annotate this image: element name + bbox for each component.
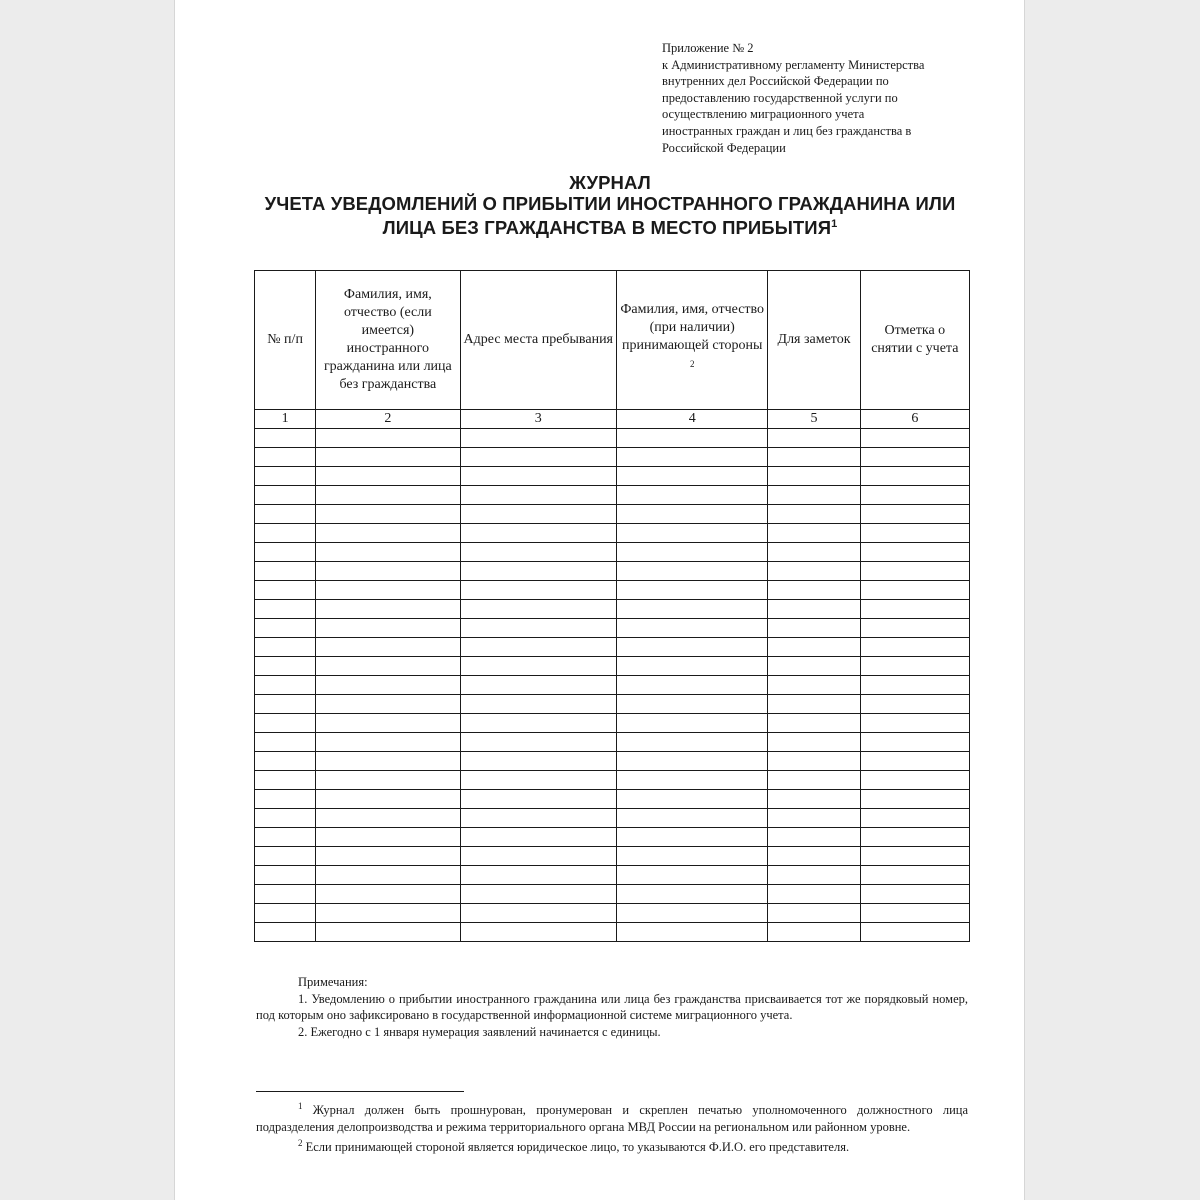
table-cell [768,676,860,695]
table-row [255,467,970,486]
table-cell [316,562,460,581]
table-row [255,543,970,562]
footnote-text: Журнал должен быть прошнурован, пронумерован и скреплен печатью уполномоченного должностного лица подразделения делопроизводства и режима территориального органа МВД России на региональном или районном уровне. [256,1103,968,1134]
table-cell [316,657,460,676]
table-cell [255,619,316,638]
column-number: 3 [460,410,616,429]
appendix-line: к Административному регламенту Министерства [662,57,925,72]
table-cell [860,904,969,923]
table-cell [255,847,316,866]
table-row [255,923,970,942]
appendix-line: внутренних дел Российской Федерации по [662,74,889,89]
table-cell [316,638,460,657]
table-cell [316,771,460,790]
table-cell [460,619,616,638]
table-cell [460,467,616,486]
header-address: Адрес места пребывания [460,271,616,410]
table-cell [616,448,767,467]
appendix-line: Приложение № 2 [662,41,754,55]
column-number: 2 [316,410,460,429]
footnote-item [256,1135,968,1156]
table-cell [255,828,316,847]
table-cell [860,752,969,771]
title-line-2: УЧЕТА УВЕДОМЛЕНИЙ О ПРИБЫТИИ ИНОСТРАННОГО ГРАЖДАНИНА ИЛИ [264,193,956,214]
table-cell [768,771,860,790]
table-cell [316,676,460,695]
document-title [215,172,1005,238]
table-cell [255,524,316,543]
table-cell [768,467,860,486]
table-cell [616,714,767,733]
table-cell [860,695,969,714]
table-row [255,847,970,866]
table-cell [460,600,616,619]
header-notes: Для заметок [768,271,860,410]
appendix-line: предоставлению государственной услуги по [662,90,898,105]
table-cell [768,733,860,752]
table-row [255,581,970,600]
table-cell [860,828,969,847]
table-cell [255,790,316,809]
table-cell [768,486,860,505]
table-cell [768,562,860,581]
table-cell [616,543,767,562]
table-cell [316,600,460,619]
table-row [255,904,970,923]
table-cell [860,581,969,600]
footnote-divider [256,1091,464,1092]
footnote-mark: 2 [298,1138,303,1149]
table-cell [316,543,460,562]
table-row [255,448,970,467]
table-row [255,657,970,676]
table-row [255,486,970,505]
table-cell [860,733,969,752]
table-cell [616,904,767,923]
table-cell [768,695,860,714]
table-cell [460,448,616,467]
footnotes-section [256,1098,968,1156]
table-cell [316,923,460,942]
table-cell [316,904,460,923]
header-number: № п/п [255,271,316,410]
column-number: 6 [860,410,969,429]
table-cell [616,885,767,904]
table-cell [255,562,316,581]
table-row [255,771,970,790]
table-cell [460,429,616,448]
table-cell [860,429,969,448]
table-cell [616,695,767,714]
journal-table [254,270,970,942]
table-cell [460,657,616,676]
table-cell [768,923,860,942]
table-cell [460,638,616,657]
table-cell [460,847,616,866]
table-cell [768,828,860,847]
table-cell [860,923,969,942]
table-cell [768,543,860,562]
table-cell [255,714,316,733]
table-cell [460,790,616,809]
table-cell [616,524,767,543]
header-footnote-mark: 2 [689,359,695,370]
table-cell [316,486,460,505]
table-cell [460,505,616,524]
table-cell [316,695,460,714]
column-number: 5 [768,410,860,429]
table-cell [255,581,316,600]
title-footnote-mark: 1 [831,218,838,230]
table-cell [768,638,860,657]
footnote-item [256,1098,968,1135]
table-row [255,695,970,714]
table-cell [768,448,860,467]
table-cell [316,752,460,771]
table-row [255,600,970,619]
table-cell [316,505,460,524]
header-host-name: Фамилия, имя, отчество (при наличии) принимающей стороны $^2$ [616,271,767,410]
table-header-row [255,271,970,410]
table-row [255,828,970,847]
table-cell [860,619,969,638]
table-cell [616,619,767,638]
table-cell [768,619,860,638]
table-cell [316,524,460,543]
table-cell [768,657,860,676]
table-cell [768,847,860,866]
header-deregistration: Отметка о снятии с учета [860,271,969,410]
table-cell [616,866,767,885]
table-cell [616,429,767,448]
notes-heading: Примечания: [298,975,368,989]
table-cell [768,505,860,524]
table-cell [255,448,316,467]
table-cell [768,790,860,809]
table-cell [460,771,616,790]
table-cell [255,657,316,676]
footnote-mark: 1 [298,1101,303,1111]
table-cell [768,904,860,923]
table-cell [616,600,767,619]
appendix-line: осуществлению миграционного учета [662,107,865,122]
table-cell [616,638,767,657]
column-number-row [255,410,970,429]
table-row [255,429,970,448]
table-cell [616,505,767,524]
table-cell [860,505,969,524]
table-cell [860,600,969,619]
table-cell [616,657,767,676]
table-cell [860,486,969,505]
table-cell [616,790,767,809]
table-cell [860,809,969,828]
table-cell [860,885,969,904]
table-cell [255,429,316,448]
table-cell [255,885,316,904]
table-cell [860,771,969,790]
table-cell [460,562,616,581]
table-cell [316,429,460,448]
table-cell [860,467,969,486]
table-cell [860,714,969,733]
table-cell [460,752,616,771]
document-page [174,0,1025,1200]
table-cell [860,657,969,676]
table-cell [316,866,460,885]
table-cell [616,733,767,752]
table-cell [316,467,460,486]
table-cell [768,429,860,448]
table-cell [460,581,616,600]
appendix-header [662,40,982,156]
table-cell [460,695,616,714]
table-cell [768,752,860,771]
table-cell [460,543,616,562]
table-cell [768,809,860,828]
footnote-text: Если принимающей стороной является юридическое лицо, то указываются Ф.И.О. его представителя. [305,1140,850,1155]
table-cell [460,714,616,733]
table-cell [616,771,767,790]
table-row [255,809,970,828]
table-row [255,676,970,695]
table-cell [460,524,616,543]
table-row [255,562,970,581]
column-number: 4 [616,410,767,429]
table-cell [316,733,460,752]
table-cell [255,600,316,619]
table-cell [316,790,460,809]
table-cell [255,638,316,657]
table-cell [616,467,767,486]
table-cell [460,885,616,904]
table-row [255,866,970,885]
table-cell [860,638,969,657]
table-row [255,885,970,904]
table-row [255,524,970,543]
table-cell [316,448,460,467]
table-cell [460,904,616,923]
table-cell [255,904,316,923]
table-cell [768,581,860,600]
notes-section [256,974,968,1040]
appendix-line: иностранных граждан и лиц без гражданства в [662,123,912,138]
table-cell [460,923,616,942]
header-full-name: Фамилия, имя, отчество (если имеется) иностранного гражданина или лица без гражданства [316,271,460,410]
table-cell [255,505,316,524]
table-cell [616,752,767,771]
table-row [255,505,970,524]
column-number: 1 [255,410,316,429]
table-cell [255,923,316,942]
table-cell [316,581,460,600]
table-row [255,714,970,733]
title-line-1: ЖУРНАЛ [569,172,651,193]
table-cell [768,524,860,543]
table-cell [616,828,767,847]
table-cell [255,866,316,885]
table-cell [860,790,969,809]
table-cell [616,486,767,505]
table-cell [316,847,460,866]
table-cell [255,752,316,771]
table-row [255,752,970,771]
title-line-3 [215,214,1005,238]
table-cell [460,733,616,752]
title-line-3-text: ЛИЦА БЕЗ ГРАЖДАНСТВА В МЕСТО ПРИБЫТИЯ [382,217,832,239]
table-cell [616,581,767,600]
note-item: 2. Ежегодно с 1 января нумерация заявлений начинается с единицы. [298,1024,661,1039]
table-cell [860,543,969,562]
table-cell [860,866,969,885]
table-cell [768,885,860,904]
table-cell [460,866,616,885]
table-cell [316,619,460,638]
table-row [255,790,970,809]
table-row [255,619,970,638]
table-cell [460,486,616,505]
table-cell [616,562,767,581]
table-cell [616,923,767,942]
table-cell [255,809,316,828]
table-cell [616,847,767,866]
table-cell [255,771,316,790]
table-cell [316,809,460,828]
table-cell [616,809,767,828]
table-cell [255,676,316,695]
table-row [255,638,970,657]
table-cell [768,866,860,885]
table-cell [860,847,969,866]
table-cell [255,467,316,486]
appendix-line: Российской Федерации [662,140,786,155]
table-cell [860,524,969,543]
table-cell [768,714,860,733]
table-cell [255,486,316,505]
table-cell [316,885,460,904]
table-cell [460,809,616,828]
table-cell [255,695,316,714]
table-cell [255,543,316,562]
table-cell [316,714,460,733]
table-cell [460,828,616,847]
table-cell [460,676,616,695]
table-cell [860,676,969,695]
table-cell [316,828,460,847]
table-cell [255,733,316,752]
table-row [255,733,970,752]
table-cell [616,676,767,695]
table-cell [860,562,969,581]
note-item: 1. Уведомлению о прибытии иностранного гражданина или лица без гражданства присваивается тот же порядковый номер, под которым оно зафиксировано в государственной информационной системе миграционного учета. [256,991,968,1023]
table-cell [860,448,969,467]
table-cell [768,600,860,619]
